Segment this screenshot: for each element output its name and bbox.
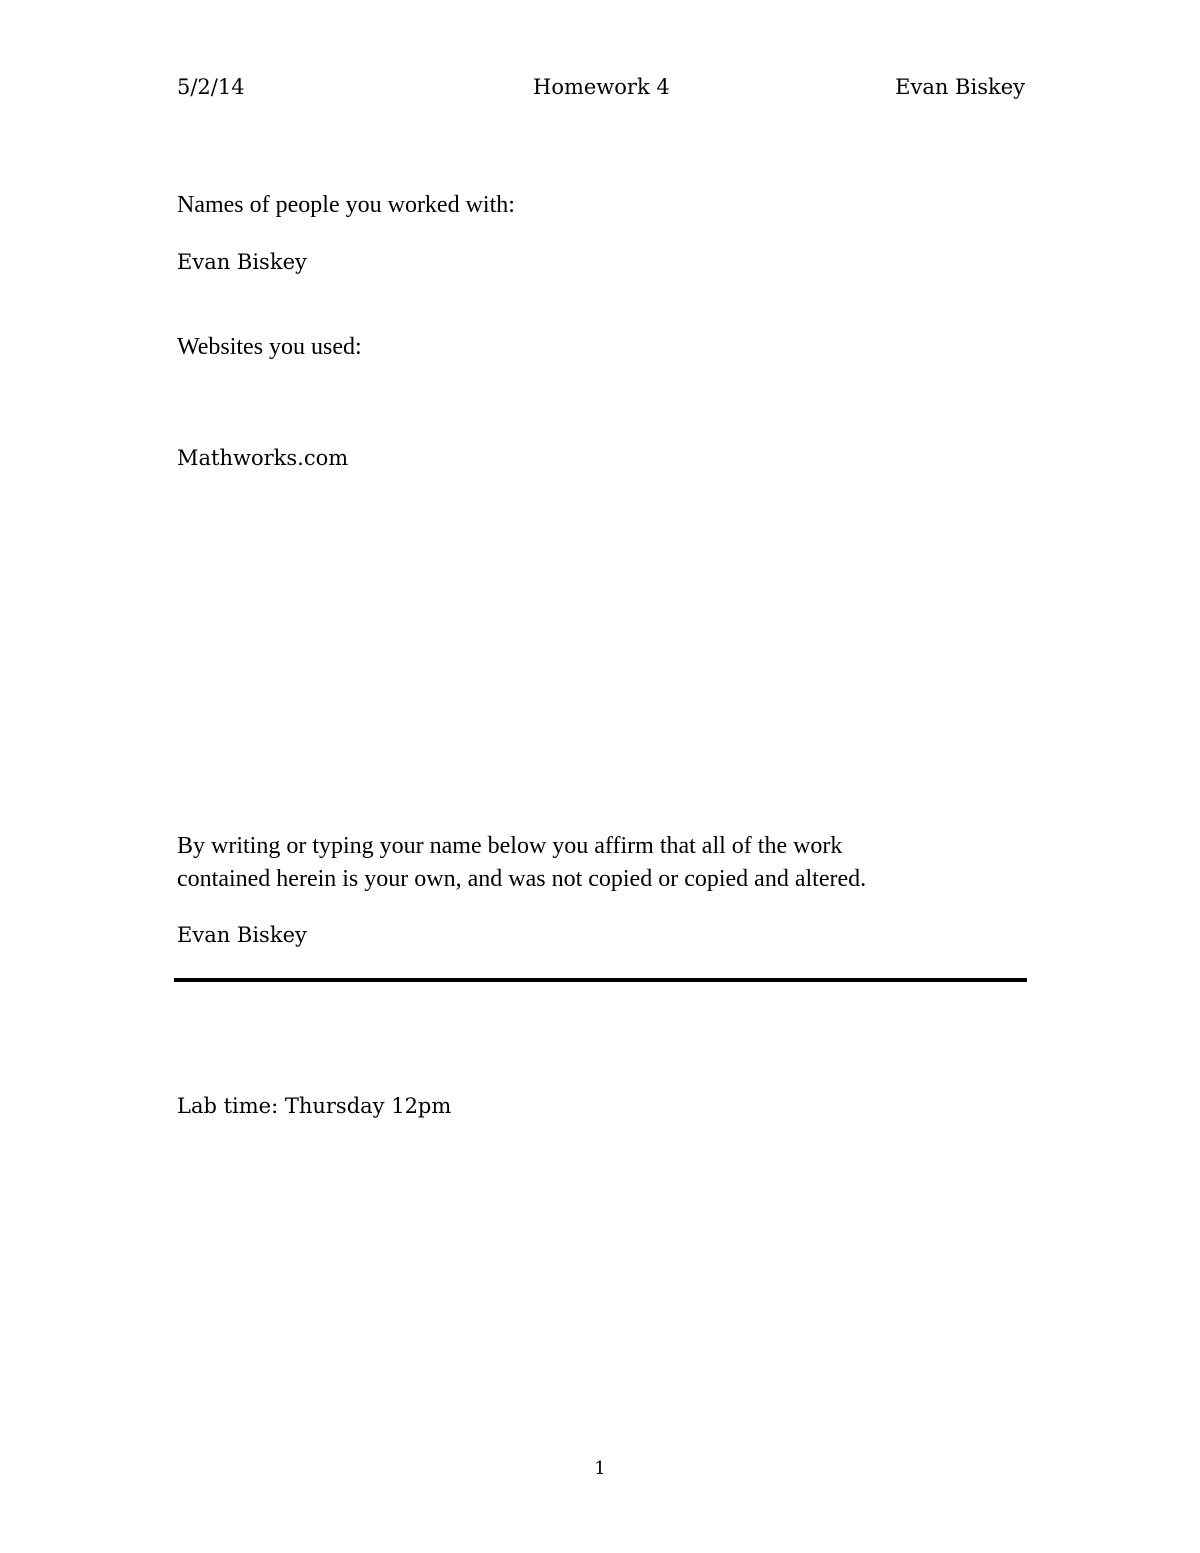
page-number: 1: [594, 1458, 606, 1479]
collaborators-value: Evan Biskey: [177, 250, 307, 274]
header-date: 5/2/14: [177, 75, 245, 99]
collaborators-label: Names of people you worked with:: [177, 192, 515, 218]
affirmation-line-1: By writing or typing your name below you affirm that all of the work: [177, 833, 843, 859]
affirmation-statement: [177, 830, 1037, 896]
websites-label: Websites you used:: [177, 334, 362, 360]
page-header: [177, 72, 1025, 102]
affirmation-line-2: contained herein is your own, and was not copied or copied and altered.: [177, 866, 867, 892]
websites-value: Mathworks.com: [177, 446, 349, 470]
lab-time: Lab time: Thursday 12pm: [177, 1094, 452, 1118]
signature-name: Evan Biskey: [177, 923, 307, 947]
header-title: Homework 4: [533, 75, 670, 99]
header-author: Evan Biskey: [895, 75, 1025, 99]
signature-line: [174, 978, 1027, 982]
